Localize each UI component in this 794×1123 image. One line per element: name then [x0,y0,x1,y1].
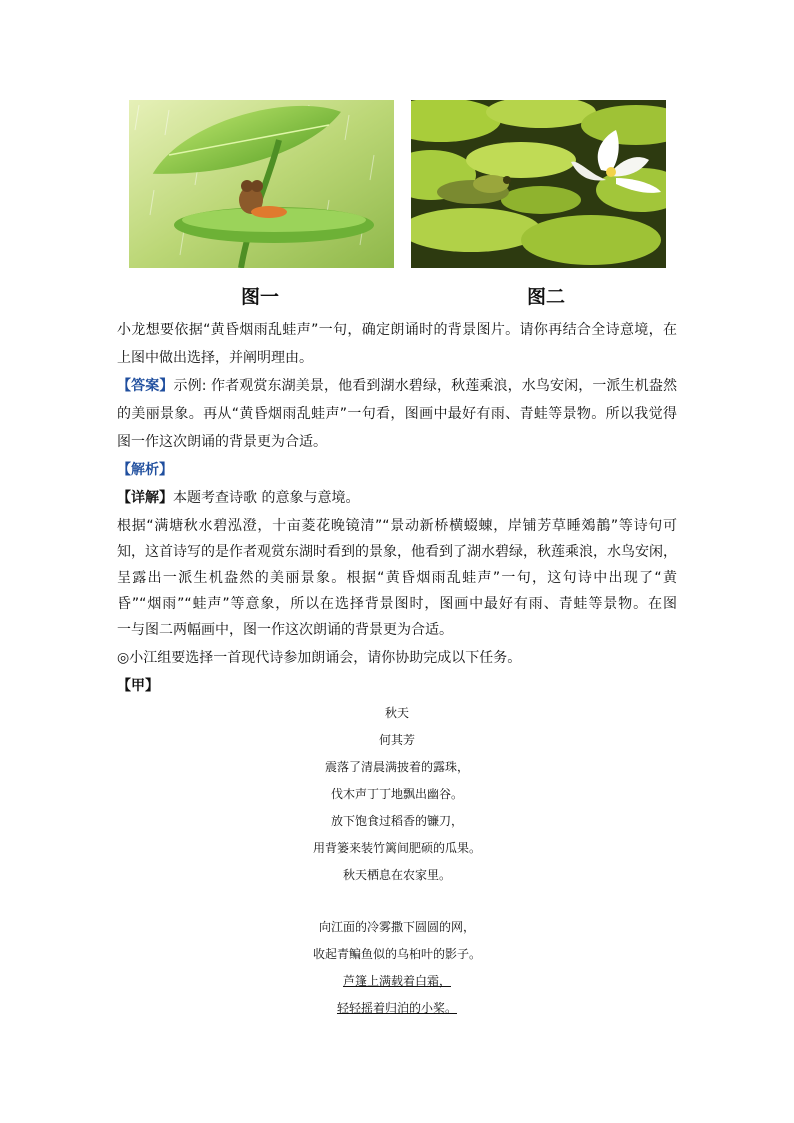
poem-line: 秋天栖息在农家里。 [342,868,451,882]
part-label: 【甲】 [117,678,159,694]
answer-line-1 [117,376,677,396]
poem-line: 伐木声丁丁地飘出幽谷。 [330,787,463,801]
poem-line: 用背篓来装竹篱间肥硕的瓜果。 [312,841,481,855]
analysis-label: 【解析】 [117,462,173,478]
poem-author: 何其芳 [378,733,415,747]
poem-line-underlined: 芦篷上满载着白霜， [342,974,451,988]
poem-line: 向江面的冷雾撒下圆圆的网， [318,920,475,934]
task-line: ◎小江组要选择一首现代诗参加朗诵会，请你协助完成以下任务。 [117,650,522,666]
detail-label: 【详解】 [117,490,173,506]
answer-line-3: 图一作这次朗诵的背景更为合适。 [117,434,327,450]
poem-line: 放下饱食过稻香的镰刀， [330,814,463,828]
detail-line-6: 一与图二两幅画中，图一作这次朗诵的背景更为合适。 [117,622,453,638]
question-line-1: 小龙想要依据“黄昏烟雨乱蛙声”一句，确定朗诵时的背景图片。请你再结合全诗意境，在 [117,322,677,338]
figure-1-image [129,100,394,268]
detail-text-1: 本题考查诗歌 的意象与意境。 [173,490,360,506]
answer-label: 【答案】 [117,378,174,394]
question-line-2: 上图中做出选择，并阐明理由。 [117,350,313,366]
frog-leaf-rain-illustration [129,100,394,268]
detail-line-2: 根据“满塘秋水碧泓澄，十亩菱花晚镜清”“景动新桥横蝃蝀，岸铺芳草睡鵁鶄”等诗句可 [117,518,677,534]
frog-lily-pads-illustration [411,100,666,268]
figure-2-caption: 图二 [526,286,565,308]
figure-2-image [411,100,666,268]
detail-line-3: 知，这首诗写的是作者观赏东湖时看到的景象，他看到了湖水碧绿，秋莲乘浪，水鸟安闲， [117,544,677,560]
poem-title: 秋天 [384,706,409,720]
detail-line-5: 昏”“烟雨”“蛙声”等意象，所以在选择背景图时，图画中最好有雨、青蛙等景物。在图 [117,596,677,612]
poem-line: 收起青鳊鱼似的乌桕叶的影子。 [312,947,481,961]
poem-line-underlined: 轻轻摇着归泊的小桨。 [336,1001,457,1015]
figure-1-caption: 图一 [240,286,279,308]
poem-line: 震落了清晨满披着的露珠， [324,760,469,774]
detail-line-1 [117,488,677,508]
answer-line-2: 的美丽景象。再从“黄昏烟雨乱蛙声”一句看，图画中最好有雨、青蛙等景物。所以我觉得 [117,406,677,422]
detail-line-4: 呈露出一派生机盎然的美丽景象。根据“黄昏烟雨乱蛙声”一句，这句诗中出现了“黄 [117,570,677,586]
answer-text-1: 示例: 作者观赏东湖美景，他看到湖水碧绿，秋莲乘浪，水鸟安闲，一派生机盎然 [173,378,677,394]
